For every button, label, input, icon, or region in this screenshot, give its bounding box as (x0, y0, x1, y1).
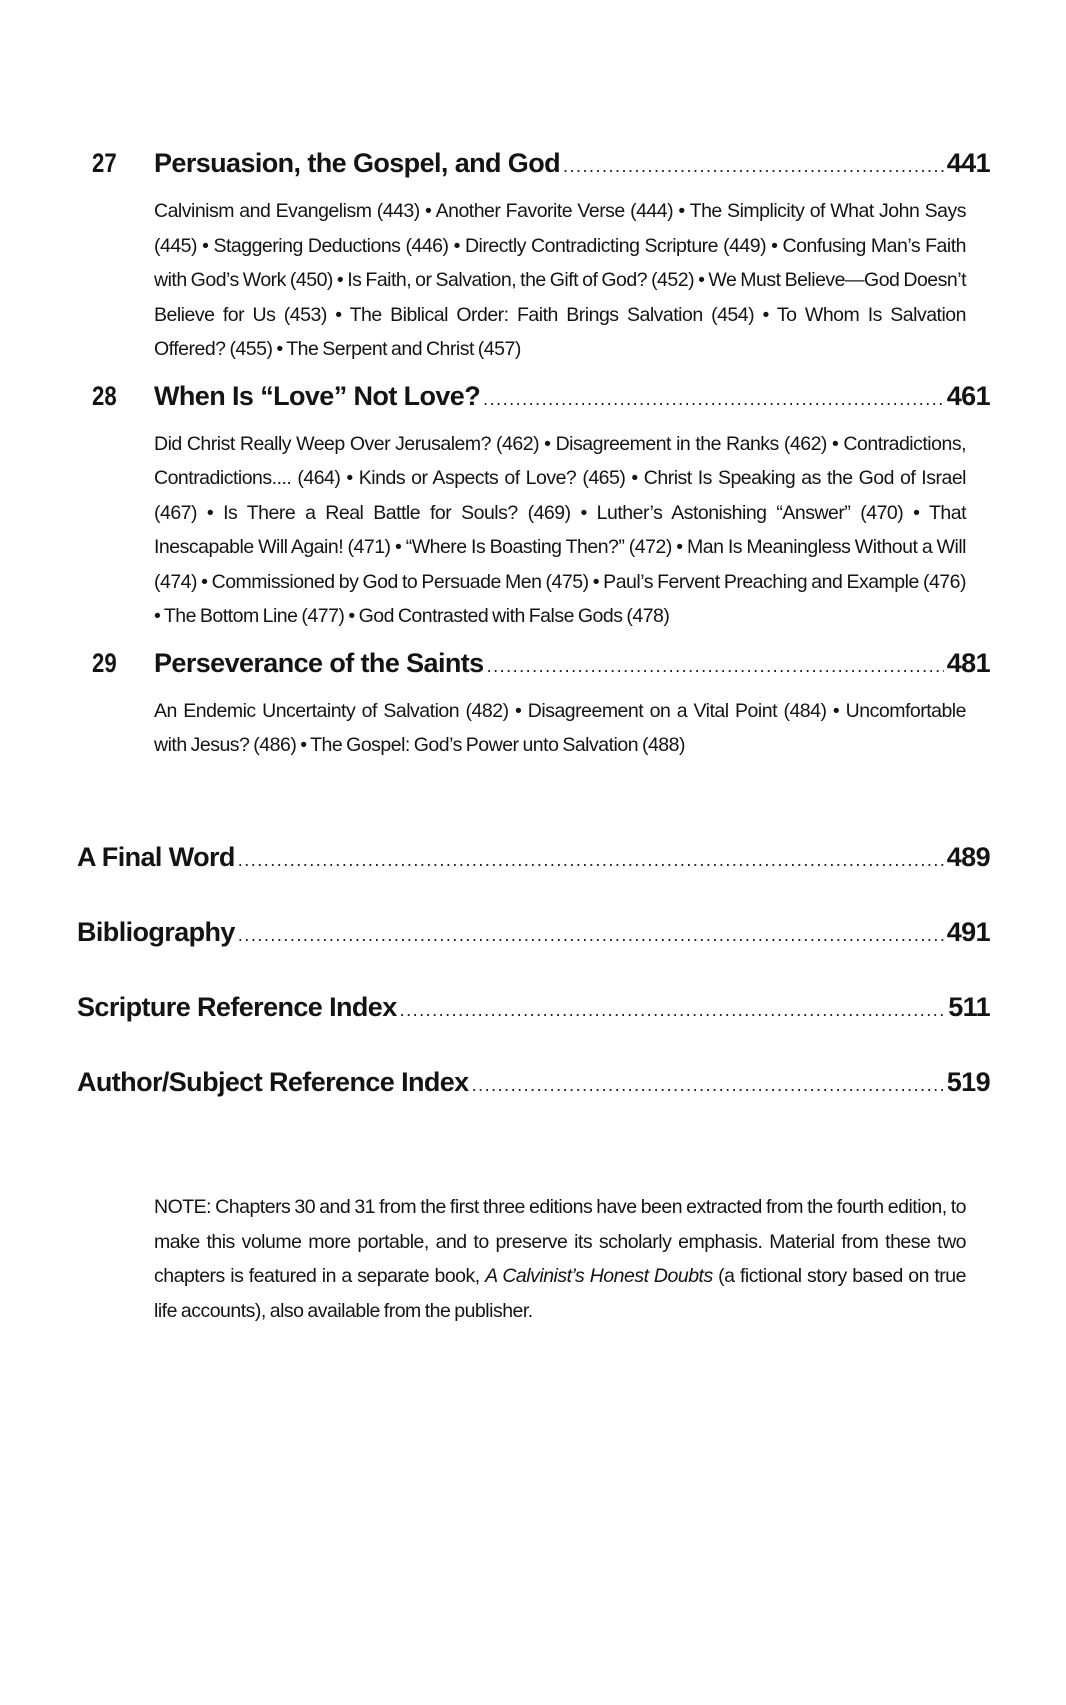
back-matter-entry (77, 1067, 990, 1142)
back-matter-title: A Final Word (77, 842, 235, 872)
chapter-description: An Endemic Uncertainty of Salvation (482) • Disagreement on a Vital Point (484) • Uncomfortable with Jesus? (486) • The Gospel: God’s Power unto Salvation (488) (154, 699, 966, 756)
back-matter-page-number: 489 (946, 842, 990, 872)
dot-leader (563, 156, 944, 177)
note-book-title: A Calvinist’s Honest Doubts (485, 1265, 713, 1287)
dot-leader (472, 1075, 944, 1096)
editorial-note (154, 1190, 966, 1328)
chapter-entry (92, 381, 990, 634)
chapter-leader-line (154, 381, 947, 412)
chapter-title: When Is “Love” Not Love? (154, 380, 481, 411)
back-matter-page-number: 511 (948, 992, 990, 1022)
note-text-end: (a fictional story based on true life accounts), also available from the publisher. (154, 1265, 966, 1322)
chapter-heading (92, 148, 990, 192)
back-matter-leader-line (77, 992, 948, 1023)
chapter-number: 29 (92, 647, 117, 678)
back-matter-page-number: 519 (946, 1067, 990, 1097)
back-matter-leader-line (77, 917, 947, 948)
chapter-page-number: 441 (946, 148, 990, 178)
chapter-description: Did Christ Really Weep Over Jerusalem? (462) • Disagreement in the Ranks (462) • Contradictions, Contradictions.... (464) • Kinds or Aspects of Love? (465) • Christ Is Speaking as the God of Israel (467) • Is There a Real Battle for Souls? (469) • Luther’s Astonishing “Answer” (470) • That Inescapable Will Again! (471) • “Where Is Boasting Then?” (472) • Man Is Meaningless Without a Will (474) • Commissioned by God to Persuade Men (475) • Paul’s Fervent Preaching and Example (476) • The Bottom Line (477) • God Contrasted with False Gods (478) (154, 432, 966, 627)
chapter-number: 28 (92, 380, 117, 411)
back-matter-entry (77, 842, 990, 917)
dot-leader (238, 925, 944, 946)
dot-leader (400, 1000, 946, 1021)
chapter-entry (92, 148, 990, 367)
chapter-description: Calvinism and Evangelism (443) • Another Favorite Verse (444) • The Simplicity of What John Says (445) • Staggering Deductions (446) • Directly Contradicting Scripture (449) • Confusing Man’s Faith with God’s Work (450) • Is Faith, or Salvation, the Gift of God? (452) • We Must Believe—God Doesn’t Believe for Us (453) • The Biblical Order: Faith Brings Salvation (454) • To Whom Is Salvation Offered? (455) • The Serpent and Christ (457) (154, 200, 966, 360)
chapter-entry (92, 648, 990, 763)
chapter-title: Persuasion, the Gospel, and God (154, 148, 560, 178)
back-matter-title: Author/Subject Reference Index (77, 1067, 469, 1097)
chapter-heading (92, 381, 990, 425)
chapter-leader-line (154, 148, 947, 179)
back-matter-title: Bibliography (77, 917, 235, 947)
back-matter-leader-line (77, 842, 947, 873)
back-matter-list (77, 842, 990, 1142)
note-text-start: NOTE: Chapters 30 and 31 from the first three editions have been extracted from the fourth edition, to make this volume more portable, and to preserve its scholarly emphasis. Material from these two chapters is featured in a separate book, (154, 1196, 966, 1287)
back-matter-title: Scripture Reference Index (77, 992, 397, 1022)
back-matter-entry (77, 917, 990, 992)
chapter-page-number: 481 (946, 647, 990, 678)
back-matter-page-number: 491 (946, 917, 990, 947)
dot-leader (487, 656, 944, 677)
chapter-leader-line (154, 648, 947, 679)
chapter-number: 27 (92, 148, 117, 178)
back-matter-entry (77, 992, 990, 1067)
dot-leader (483, 389, 944, 410)
chapter-list (92, 148, 990, 777)
chapter-page-number: 461 (946, 380, 990, 411)
dot-leader (238, 850, 944, 871)
chapter-title: Perseverance of the Saints (154, 647, 484, 678)
back-matter-leader-line (77, 1067, 947, 1098)
chapter-heading (92, 648, 990, 692)
